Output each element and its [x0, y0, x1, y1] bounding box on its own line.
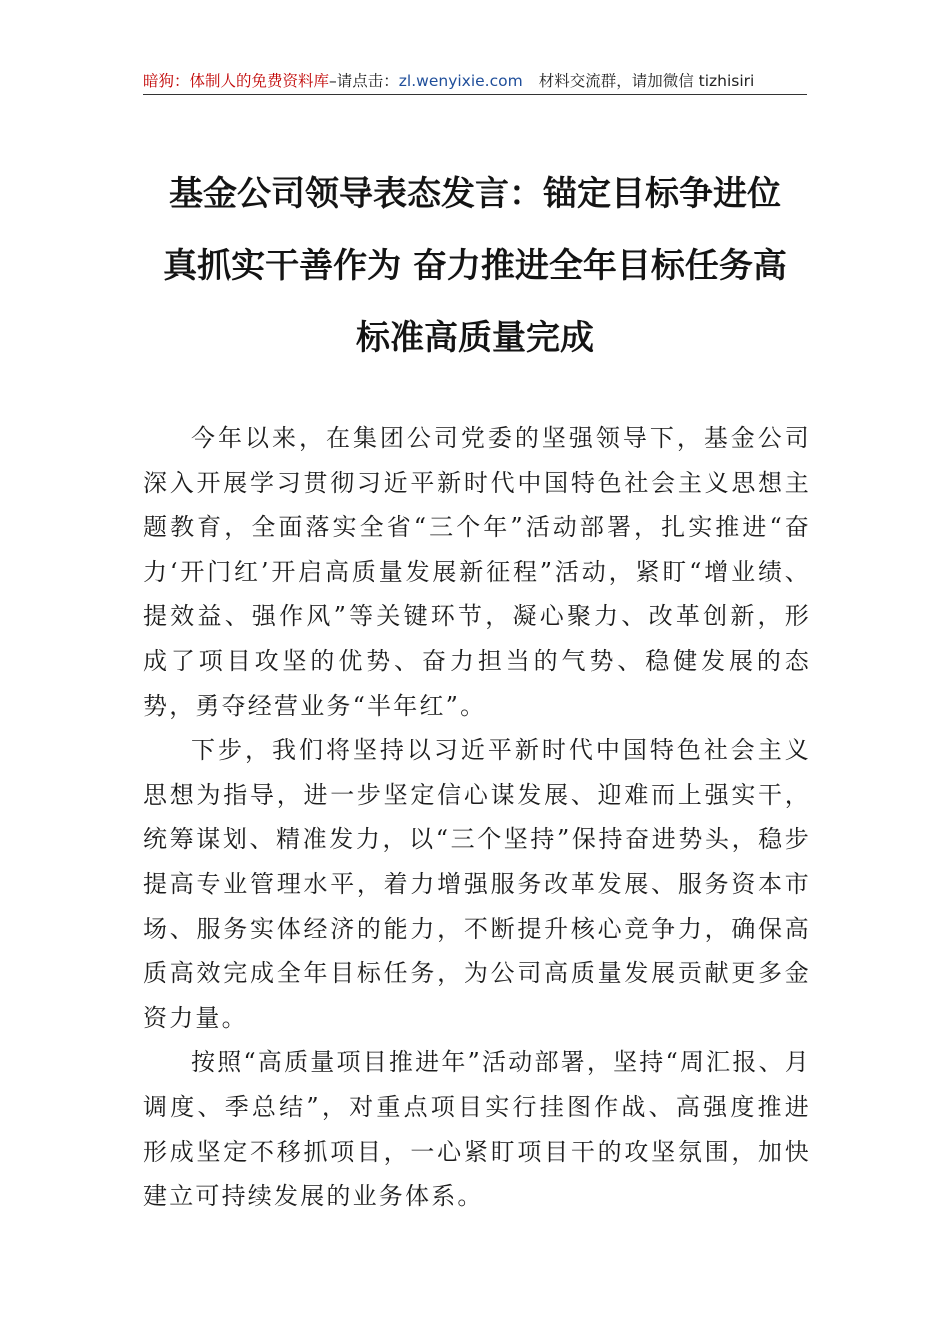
header-url-link[interactable]: zl.wenyixie.com	[398, 72, 523, 90]
header-brand: 暗狗：体制人的免费资料库	[143, 72, 330, 90]
page-header	[143, 66, 807, 96]
header-click-label: –请点击：	[329, 72, 399, 90]
title-line: 基金公司领导表态发言：锚定目标争进位	[169, 174, 781, 214]
body-paragraph: 今年以来，在集团公司党委的坚强领导下，基金公司深入开展学习贯彻习近平新时代中国特色社会主义思想主题教育，全面落实全省“三个年”活动部署，扎实推进“奋力‘开门红’开启高质量发展新征程”活动，紧盯“增业绩、提效益、强作风”等关键环节，凝心聚力、改革创新，形成了项目攻坚的优势、奋力担当的气势、稳健发展的态势，勇夺经营业务“半年红”。	[143, 424, 811, 720]
document-body	[143, 416, 811, 1219]
title-line: 标准高质量完成	[356, 318, 594, 358]
body-paragraph: 按照“高质量项目推进年”活动部署，坚持“周汇报、月调度、季总结”，对重点项目实行挂图作战、高强度推进形成坚定不移抓项目，一心紧盯项目干的攻坚氛围，加快建立可持续发展的业务体系。	[143, 1048, 811, 1211]
document-title	[100, 158, 850, 374]
header-contact: 材料交流群，请加微信 tizhisiri	[538, 72, 755, 90]
header-divider	[143, 94, 807, 95]
body-paragraph: 下步，我们将坚持以习近平新时代中国特色社会主义思想为指导，进一步坚定信心谋发展、迎难而上强实干，统筹谋划、精准发力，以“三个坚持”保持奋进势头，稳步提高专业管理水平，着力增强服务改革发展、服务资本市场、服务实体经济的能力，不断提升核心竞争力，确保高质高效完成全年目标任务，为公司高质量发展贡献更多金资力量。	[143, 736, 811, 1032]
title-line: 真抓实干善作为 奋力推进全年目标任务高	[163, 246, 787, 286]
